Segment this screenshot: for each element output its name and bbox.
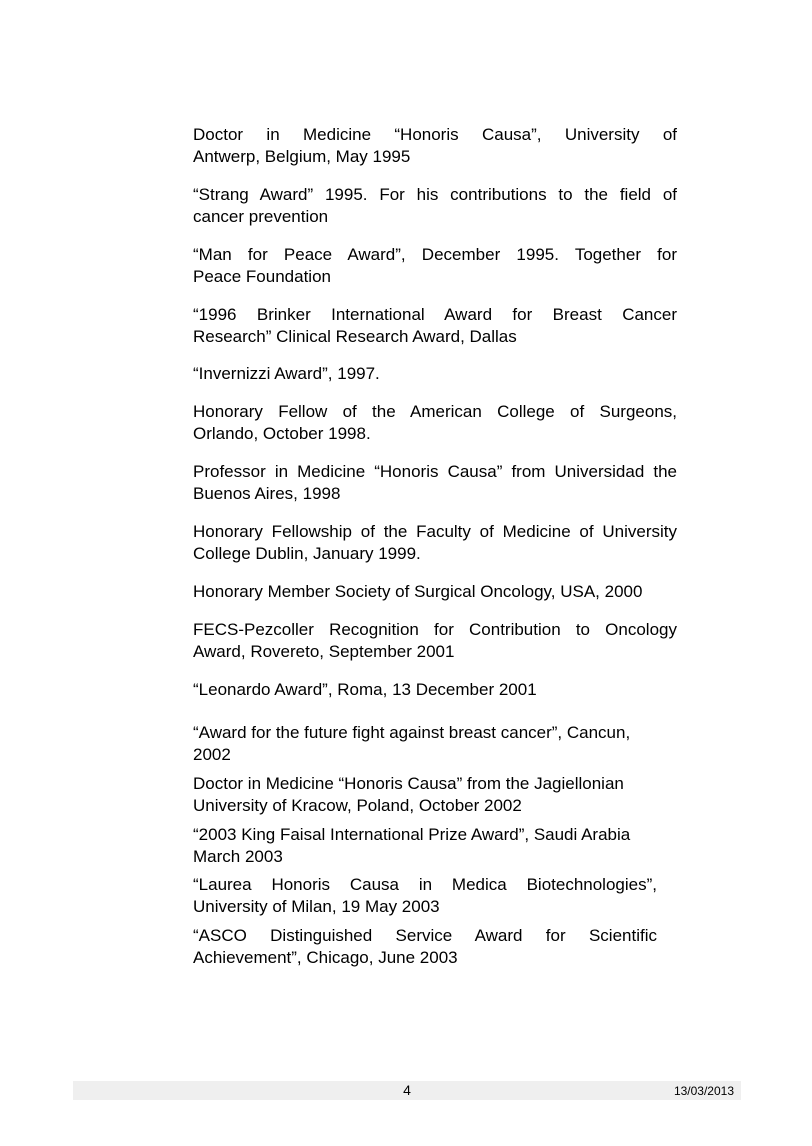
entry-line: “Award for the future fight against breast cancer”, Cancun, — [193, 723, 631, 742]
entry-line: “1996 Brinker International Award for Breast Cancer — [193, 305, 677, 324]
entry-line: Peace Foundation — [193, 266, 331, 286]
award-entry — [193, 363, 380, 385]
footer-date: 13/03/2013 — [673, 1084, 734, 1098]
entry-line: Achievement”, Chicago, June 2003 — [193, 947, 458, 967]
award-entry — [193, 874, 657, 917]
entry-line: Doctor in Medicine “Honoris Causa”, University of — [193, 125, 677, 144]
entry-line: Orlando, October 1998. — [193, 423, 371, 443]
entry-line: Doctor in Medicine “Honoris Causa” from the Jagiellonian — [193, 774, 624, 793]
award-entry — [193, 824, 630, 867]
entry-line: Research” Clinical Research Award, Dallas — [193, 326, 517, 346]
award-entry — [193, 401, 677, 444]
entry-line: “ASCO Distinguished Service Award for Scientific — [193, 926, 657, 945]
entry-line: “2003 King Faisal International Prize Award”, Saudi Arabia — [193, 825, 631, 844]
entry-line: “Leonardo Award”, Roma, 13 December 2001 — [193, 680, 537, 699]
award-entry — [193, 461, 677, 504]
award-entry — [193, 722, 630, 765]
page-number: 4 — [403, 1082, 411, 1098]
award-entry — [193, 581, 642, 603]
award-entry — [193, 679, 537, 701]
award-entry — [193, 244, 677, 287]
entry-line: 2002 — [193, 744, 231, 764]
entry-line: “Man for Peace Award”, December 1995. Together for — [193, 245, 677, 264]
entry-line: University of Milan, 19 May 2003 — [193, 896, 440, 916]
award-entry — [193, 304, 677, 347]
entry-line: Award, Rovereto, September 2001 — [193, 641, 455, 661]
award-entry — [193, 521, 677, 564]
entry-line: Honorary Fellowship of the Faculty of Medicine of University — [193, 522, 677, 541]
award-entry — [193, 925, 657, 968]
award-entry — [193, 124, 677, 167]
award-entry — [193, 773, 624, 816]
entry-line: Honorary Fellow of the American College of Surgeons, — [193, 402, 677, 421]
entry-line: Antwerp, Belgium, May 1995 — [193, 146, 411, 166]
entry-line: cancer prevention — [193, 206, 329, 226]
award-entry — [193, 619, 677, 662]
page-footer — [73, 1081, 741, 1100]
entry-line: “Strang Award” 1995. For his contributions to the field of — [193, 185, 677, 204]
entry-line: FECS-Pezcoller Recognition for Contribution to Oncology — [193, 620, 677, 639]
award-entry — [193, 184, 677, 227]
entry-line: Buenos Aires, 1998 — [193, 483, 341, 503]
entry-line: College Dublin, January 1999. — [193, 543, 421, 563]
entry-line: “Invernizzi Award”, 1997. — [193, 364, 380, 383]
entry-line: “Laurea Honoris Causa in Medica Biotechnologies”, — [193, 875, 657, 894]
entry-line: University of Kracow, Poland, October 2002 — [193, 795, 522, 815]
entry-line: March 2003 — [193, 846, 283, 866]
entry-line: Professor in Medicine “Honoris Causa” from Universidad the — [193, 462, 677, 481]
entry-line: Honorary Member Society of Surgical Oncology, USA, 2000 — [193, 582, 643, 601]
